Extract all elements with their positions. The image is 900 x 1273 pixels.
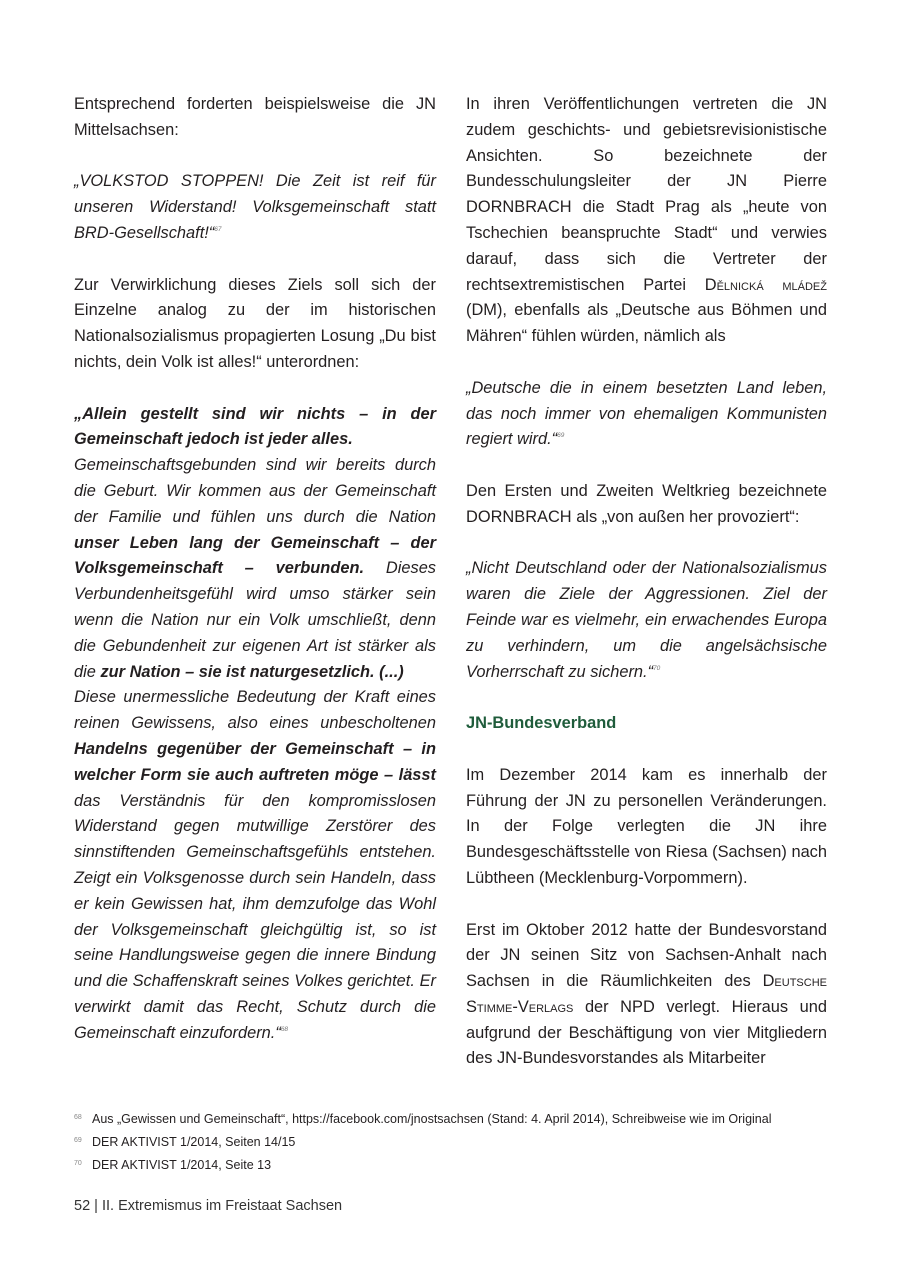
block-quote xyxy=(466,376,827,453)
quote-text: „VOLKSTOD STOPPEN! Die Zeit ist reif für unseren Widerstand! Volksgemeinschaft statt BRD-Gesellschaft!“ xyxy=(74,172,436,242)
paragraph: Den Ersten und Zweiten Weltkrieg bezeichnete DORNBRACH als „von außen her provoziert“: xyxy=(466,481,827,526)
footnote-item xyxy=(74,1153,854,1176)
paragraph-text: der NPD verlegt. Hieraus und aufgrund der Beschäftigung von vier Mitgliedern des JN-Bundesvorstandes als Mitarbeiter xyxy=(466,997,827,1068)
quote-emphasis: unser Leben lang der Gemeinschaft – der Volksgemeinschaft – verbunden. xyxy=(74,533,436,578)
paragraph-text: Erst im Oktober 2012 hatte der Bundesvorstand der JN seinen Sitz von Sachsen-Anhalt nach Sachsen in die Räumlichkeiten des xyxy=(466,920,827,991)
page-footer xyxy=(74,1198,342,1214)
footnote-number: 69 xyxy=(74,1137,82,1144)
quote-emphasis: „Allein gestellt sind wir nichts – in der Gemeinschaft jedoch ist jeder alles. xyxy=(74,404,436,449)
paragraph: Zur Verwirklichung dieses Ziels soll sich der Einzelne analog zu der im historischen Nationalsozialismus propagierten Losung „Du bist nichts, dein Volk ist alles!“ unterordnen: xyxy=(74,275,436,371)
footnote-number: 70 xyxy=(74,1160,82,1167)
quote-text: Dieses Verbundenheitsgefühl wird umso stärker sein wenn die Nation nur ein Volk umschließt, denn die Gebundenheit zur eigenen Art ist stärker als die xyxy=(74,559,437,681)
paragraph xyxy=(466,92,827,350)
footer-separator: | xyxy=(94,1198,98,1214)
paragraph-text: (DM), ebenfalls als „Deutsche aus Böhmen und Mähren“ fühlen würden, nämlich als xyxy=(466,301,827,346)
paragraph: Entsprechend forderten beispielsweise die JN Mittelsachsen: xyxy=(74,95,436,139)
footnote-ref[interactable]: 70 xyxy=(653,664,661,672)
block-quote xyxy=(466,556,827,685)
quote-emphasis: Handelns gegenüber der Gemeinschaft – in welcher Form sie auch auftreten möge – lässt xyxy=(74,739,436,784)
block-quote xyxy=(74,169,436,246)
block-quote xyxy=(74,402,436,1047)
footnote-ref[interactable]: 69 xyxy=(557,432,565,440)
quote-emphasis: zur Nation – sie ist naturgesetzlich. (...) xyxy=(100,662,404,681)
publisher-name: Deutsche Stimme-Verlags xyxy=(466,972,827,1016)
quote-text: „Nicht Deutschland oder der Nationalsozialismus waren die Ziele der Aggressionen. Ziel der Feinde war es vielmehr, ein erwachendes Europa zu verhindern, um die angelsächsische Vorherrschaft zu sichern.“ xyxy=(466,559,827,681)
footnote-text: DER AKTIVIST 1/2014, Seite 13 xyxy=(92,1158,272,1172)
footnote-text: Aus „Gewissen und Gemeinschaft“, https://facebook.com/jnostsachsen (Stand: 4. April 2014), Schreibweise wie im Original xyxy=(92,1112,772,1126)
section-heading: JN-Bundesverband xyxy=(466,714,617,733)
footnote-ref[interactable]: 67 xyxy=(214,225,222,233)
footnote-item xyxy=(74,1107,854,1130)
page-number: 52 xyxy=(74,1198,91,1214)
quote-text: Gemeinschaftsgebunden sind wir bereits durch die Geburt. Wir kommen aus der Gemeinschaft der Familie und fühlen uns durch die Nation xyxy=(74,456,436,526)
footer-section-title: II. Extremismus im Freistaat Sachsen xyxy=(101,1198,343,1214)
footnote-text: DER AKTIVIST 1/2014, Seiten 14/15 xyxy=(92,1135,296,1149)
paragraph xyxy=(466,918,827,1073)
footnotes xyxy=(74,1107,854,1176)
quote-text: „Deutsche die in einem besetzten Land leben, das noch immer von ehemaligen Kommunisten regiert wird.“ xyxy=(466,378,827,449)
organization-name: Dělnická mládež xyxy=(704,275,827,294)
quote-text: das Verständnis für den kompromisslosen Widerstand gegen mutwillige Zerstörer des sinnstiftenden Gemeinschaftsgefühls entstehen. Zeigt ein Volksgenosse durch sein Handeln, dass er kein Gewissen hat, ihm demzufolge das Wohl der Volksgemeinschaft gleichgültig ist, so ist seine Handlungsweise gegen die innere Bindung und die Schaffenskraft seines Volkes gerichtet. Er verwirkt damit das Recht, Schutz durch die Gemeinschaft einzufordern.“ xyxy=(74,791,436,1042)
paragraph-text: In ihren Veröffentlichungen vertreten die JN zudem geschichts- und gebietsrevisionistische Ansichten. So bezeichnete der Bundesschulungsleiter der JN Pierre DORNBRACH die Stadt Prag als „heute von Tschechien beanspruchte Stadt“ und verwies darauf, dass sich die Vertreter der rechtsextremistischen Partei xyxy=(466,95,827,294)
footnote-ref[interactable]: 68 xyxy=(280,1025,289,1033)
quote-text: Diese unermessliche Bedeutung der Kraft eines reinen Gewissens, also eines unbescholtenen xyxy=(74,688,436,733)
right-column xyxy=(466,92,827,1072)
paragraph: Im Dezember 2014 kam es innerhalb der Führung der JN zu personellen Veränderungen. In der Folge verlegten die JN ihre Bundesgeschäftsstelle von Riesa (Sachsen) nach Lübtheen (Mecklenburg-Vorpommern). xyxy=(466,765,827,887)
footnote-item xyxy=(74,1130,854,1153)
footnote-number: 68 xyxy=(74,1114,82,1121)
left-column xyxy=(74,92,436,1046)
